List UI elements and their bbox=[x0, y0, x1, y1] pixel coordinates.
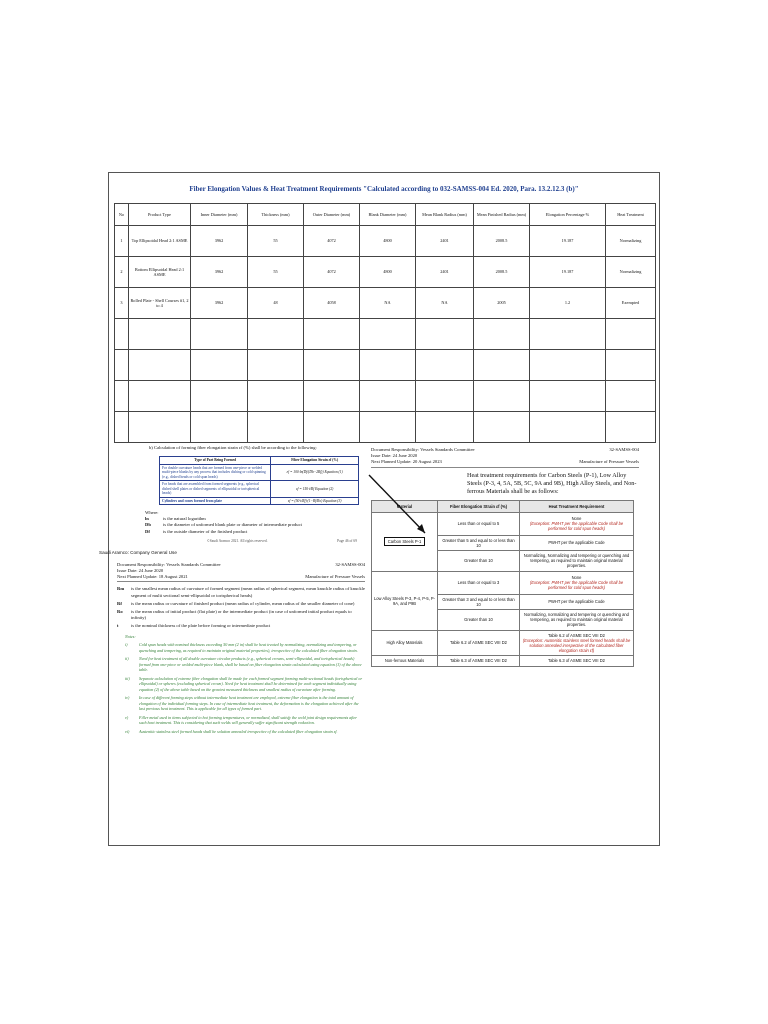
table-cell: 2 bbox=[115, 257, 129, 288]
table-cell: 4058 bbox=[304, 288, 360, 319]
fiber-elongation-table bbox=[114, 203, 656, 443]
table-cell: 3962 bbox=[191, 288, 248, 319]
header-mean-finished-radius: Mean Finished Radius (mm) bbox=[474, 204, 530, 226]
notes-title: Notes: bbox=[125, 633, 136, 639]
issue-date: Issue Date: 24 June 2020 bbox=[371, 453, 418, 459]
table-cell: 1 bbox=[115, 226, 129, 257]
table-row-empty bbox=[115, 381, 656, 412]
table-cell: Bottom Ellipsoidal Head 2:1 ASME bbox=[129, 257, 191, 288]
table-cell: 3962 bbox=[191, 226, 248, 257]
requirement-cell: PWHT per the applicable Code bbox=[520, 594, 634, 609]
header-outer-diameter: Outer Diameter (mm) bbox=[304, 204, 360, 226]
strain-cell: Greater than 3 and equal to or less than 10 bbox=[438, 594, 520, 609]
notes-section bbox=[125, 634, 365, 735]
note-number: v) bbox=[125, 714, 129, 720]
note-text: Cold spun heads with nominal thickness exceeding 50 mm (2 in) shall be heat treated by normalizing, normalizing and tempering, or quenching and tempering, as required to maintain original material properties), irrespective of the calculated fiber elongation strain. bbox=[139, 642, 358, 653]
doc-code: 32-SAMSS-004 bbox=[335, 561, 365, 567]
requirement-cell: Table 6.3 of ASME SEC VIII D2 bbox=[520, 655, 634, 666]
header-thickness: Thickness (mm) bbox=[248, 204, 304, 226]
material-low-alloy: Low Alloy Steels P-3, P-4, P-5, P-9A, and P9B bbox=[372, 571, 438, 630]
table-cell: 3962 bbox=[191, 257, 248, 288]
table-cell: 2008.5 bbox=[474, 257, 530, 288]
note-text: In case of different forming steps without intermediate heat treatment are employed, extreme fiber elongation is the total amount of elongation of the individual forming steps. In case of intermediate heat treatment, the deformation is the elongation achieved after the last previous heat treatment. This is applicable for all types of formed part. bbox=[139, 695, 359, 712]
header-elongation-percentage: Elongation Percentage % bbox=[530, 204, 606, 226]
table-cell: 55 bbox=[248, 257, 304, 288]
table-cell: NA bbox=[416, 288, 474, 319]
page-footer-copyright: ©Saudi Aramco 2021. All rights reserved. bbox=[207, 538, 268, 543]
note-number: iv) bbox=[125, 695, 130, 701]
type-table-header-strain: Fiber Elongation Strain εf (%) bbox=[271, 457, 359, 464]
definition: is the outside diameter of the finished product bbox=[163, 528, 248, 534]
note-text: Need for heat treatment of all double curvature circular products (e.g., spherical crowns, semi-ellipsoidal, and torispherical heads) formed from one-piece or welded multi-piece blank, shall be based on fiber elongation strain calculated using equation (1) of the above table. bbox=[139, 656, 362, 673]
doc-title: Manufacture of Pressure Vessels bbox=[579, 459, 639, 465]
strain-cell: Table 6.3 of ASME SEC VIII D2 bbox=[438, 655, 520, 666]
note-number: i) bbox=[125, 642, 128, 648]
table-row bbox=[115, 257, 656, 288]
heat-treatment-intro: Heat treatment requirements for Carbon Steels (P-1), Low Alloy Steels (P-3, 4, 5A, 5B, 5C, 9A and 9B), High Alloy Steels, and Non-ferrous Materials shall be as follows: bbox=[467, 471, 637, 495]
header-no: No bbox=[115, 204, 129, 226]
ht-header-material: Material bbox=[372, 500, 438, 512]
requirement-cell: Table 6.2 of ASME SEC VIII D2 (Exception: Austenitic stainless steel formed heads shall be solution annealed irrespective of the calculated fiber elongation strain εf) bbox=[520, 630, 634, 655]
strain-cell: Table 6.2 of ASME SEC VIII D2 bbox=[438, 630, 520, 655]
strain-cell: Greater than 10 bbox=[438, 550, 520, 571]
definition: is the natural logarithm bbox=[163, 516, 206, 522]
strain-cell: Greater than 10 bbox=[438, 609, 520, 630]
symbol: t bbox=[117, 623, 119, 629]
table-cell: 4072 bbox=[304, 226, 360, 257]
document-title: Fiber Elongation Values & Heat Treatment Requirements "Calculated according to 032-SAMSS-004 Ed. 2020, Para. 13.2.12.3 (b)" bbox=[189, 185, 579, 193]
note-number: ii) bbox=[125, 656, 129, 662]
header-mean-blank-radius: Mean Blank Radius (mm) bbox=[416, 204, 474, 226]
table-cell: 1.2 bbox=[530, 288, 606, 319]
table-cell: 2005 bbox=[474, 288, 530, 319]
doc-responsibility: Document Responsibility: Vessels Standards Committee bbox=[117, 561, 221, 567]
requirement-cell: None (Exception: PWHT per the applicable Code shall be performed for cold spun heads) bbox=[520, 571, 634, 594]
table-cell: 48 bbox=[248, 288, 304, 319]
table-cell: 4800 bbox=[360, 257, 416, 288]
table-cell: Normalizing bbox=[606, 226, 656, 257]
doc-title: Manufacture of Pressure Vessels bbox=[305, 574, 365, 580]
symbol: Db bbox=[145, 522, 151, 528]
symbol: Rm bbox=[117, 586, 125, 592]
annotation-arrow bbox=[359, 473, 459, 543]
item-b-text: b) Calculation of forming fiber elongation strain εf (%) shall be according to the following: bbox=[149, 445, 317, 450]
material-non-ferrous: Non-ferrous Materials bbox=[372, 655, 438, 666]
header-heat-treatment: Heat Treatment bbox=[606, 204, 656, 226]
issue-date: Issue Date: 24 June 2020 bbox=[117, 568, 164, 574]
doc-code: 32-SAMSS-004 bbox=[609, 447, 639, 452]
strain-cell: Less than or equal to 5 bbox=[438, 512, 520, 535]
table-cell: 19.187 bbox=[530, 257, 606, 288]
header-blank-diameter: Blank Diameter (mm) bbox=[360, 204, 416, 226]
equation-cell: εf = 150·t/Rf Equation (2) bbox=[271, 481, 359, 497]
requirement-cell: Normalizing, Normalizing and tempering or quenching and tempering, as required to maintain original material properties. bbox=[520, 550, 634, 571]
table-row-empty bbox=[115, 350, 656, 381]
definition: is the mean radius of initial product (flat plate) or the intermediate product (in case of unformed initial product equals to infinity) bbox=[131, 608, 352, 621]
note-text: Filler metal used in items subjected to hot forming temperatures, or normalized, shall satisfy the weld joint design requirements after such heat treatment. This is considering that such welds will generally suffer significant strength reduction. bbox=[139, 714, 357, 726]
next-update: Next Planned Update: 18 August 2021 bbox=[117, 574, 188, 580]
requirement-cell: Normalizing, normalizing and tempering or quenching and tempering, as required to maintain original material properties. bbox=[520, 609, 634, 630]
definition: is the mean radius or curvature of finished product (mean radius of cylinder, mean radius of the smaller diameter of cone) bbox=[131, 600, 355, 606]
note-text: Separate calculation of extreme fiber elongation shall be made for each formed segment forming multi-sectional heads (torispherical or ellipsoidal) or spheres (excluding spherical crown). Need for heat treatment shall be determined for each segment individually using equation (2) of the above table based on the greatest measured thickness and smallest radius of curvature after forming. bbox=[139, 675, 363, 692]
table-cell: 19.187 bbox=[530, 226, 606, 257]
fiber-strain-table bbox=[159, 456, 359, 505]
note-number: iii) bbox=[125, 675, 130, 681]
table-cell: 55 bbox=[248, 226, 304, 257]
table-cell: Exempted bbox=[606, 288, 656, 319]
table-cell: 4072 bbox=[304, 257, 360, 288]
table-cell: 2401 bbox=[416, 226, 474, 257]
ht-header-strain: Fiber Elongation Strain εf (%) bbox=[438, 500, 520, 512]
doc-responsibility: Document Responsibility: Vessels Standards Committee bbox=[371, 447, 475, 452]
type-table-header-part: Type of Part Being Formed bbox=[160, 457, 271, 464]
document-sheet bbox=[99, 172, 660, 846]
header-product-type: Product Type bbox=[129, 204, 191, 226]
table-cell: Rolled Plate - Shell Courses #1, 2 to 4 bbox=[129, 288, 191, 319]
table-cell: 3 bbox=[115, 288, 129, 319]
left-excerpt bbox=[99, 445, 365, 734]
equation-cell: εf = 100·ln(Df/(Db−2Rf)) Equation (1) bbox=[271, 464, 359, 480]
table-row bbox=[115, 226, 656, 257]
note-text: Austenitic stainless steel formed heads shall be solution annealed irrespective of the calculated fiber elongation strain εf. bbox=[139, 728, 338, 734]
table-header-row bbox=[115, 204, 656, 226]
requirement-cell: None (Exception: PWHT per the applicable Code shall be performed for cold spun heads) bbox=[520, 512, 634, 535]
symbol: Rf bbox=[117, 600, 122, 606]
strain-cell: Less than or equal to 3 bbox=[438, 571, 520, 594]
note-number: vi) bbox=[125, 728, 130, 734]
ht-header-requirement: Heat Treatment Requirement bbox=[520, 500, 634, 512]
table-cell: 4800 bbox=[360, 226, 416, 257]
type-table-cell: For heads that are assembled from formed segments (e.g., spherical dished shell plates or dished segments of ellipsoidal or torispherical heads) bbox=[160, 481, 271, 497]
table-row bbox=[115, 288, 656, 319]
definition: is the diameter of unformed blank plate or diameter of intermediate product bbox=[163, 522, 302, 528]
requirement-cell: PWHT per the applicable Code bbox=[520, 535, 634, 550]
table-cell: NA bbox=[360, 288, 416, 319]
material-carbon-steel: Carbon Steels P-1 bbox=[372, 512, 438, 571]
material-high-alloy: High Alloy Materials bbox=[372, 630, 438, 655]
header-inner-diameter: Inner Diameter (mm) bbox=[191, 204, 248, 226]
symbol: Ro bbox=[117, 608, 123, 614]
definitions-list bbox=[145, 516, 365, 535]
definition: is the smallest mean radius of curvature of formed segment (mean radius of spherical segment, mean knuckle radius of knuckle segment of multi sectional semi-ellipsoidal or torispherical heads) bbox=[131, 586, 365, 598]
definitions-list-2 bbox=[117, 586, 365, 629]
equation-cell: εf = (50·t/Rf)·(1−Rf/Ro) Equation (3) bbox=[271, 497, 359, 504]
next-update: Next Planned Update: 20 August 2023 bbox=[371, 459, 442, 465]
doc-header-right bbox=[371, 447, 639, 468]
table-cell: 2008.5 bbox=[474, 226, 530, 257]
table-cell: Normalizing bbox=[606, 257, 656, 288]
table-row-empty bbox=[115, 412, 656, 443]
type-table-cell: Cylinders and cones formed from plate bbox=[160, 497, 271, 504]
table-row-empty bbox=[115, 319, 656, 350]
strain-cell: Greater than 5 and equal to or less than 10 bbox=[438, 535, 520, 550]
table-cell: Top Ellipsoidal Head 2:1 ASME bbox=[129, 226, 191, 257]
symbol: ln bbox=[145, 516, 149, 522]
doc-header-left bbox=[117, 562, 365, 583]
type-table-cell: For double curvature heads that are formed from one-piece or welded multi-piece blanks by any process that includes dishing or cold spinning (e.g., dished heads or cold spun heads) bbox=[160, 464, 271, 480]
where-label: Where: bbox=[145, 510, 159, 516]
page-footer-number: Page 46 of 69 bbox=[337, 538, 357, 543]
table-cell: 2401 bbox=[416, 257, 474, 288]
definition: is the nominal thickness of the plate before forming or intermediate product bbox=[131, 623, 271, 629]
classification-label: Saudi Aramco: Company General Use bbox=[99, 549, 177, 555]
symbol: Df bbox=[145, 528, 150, 534]
